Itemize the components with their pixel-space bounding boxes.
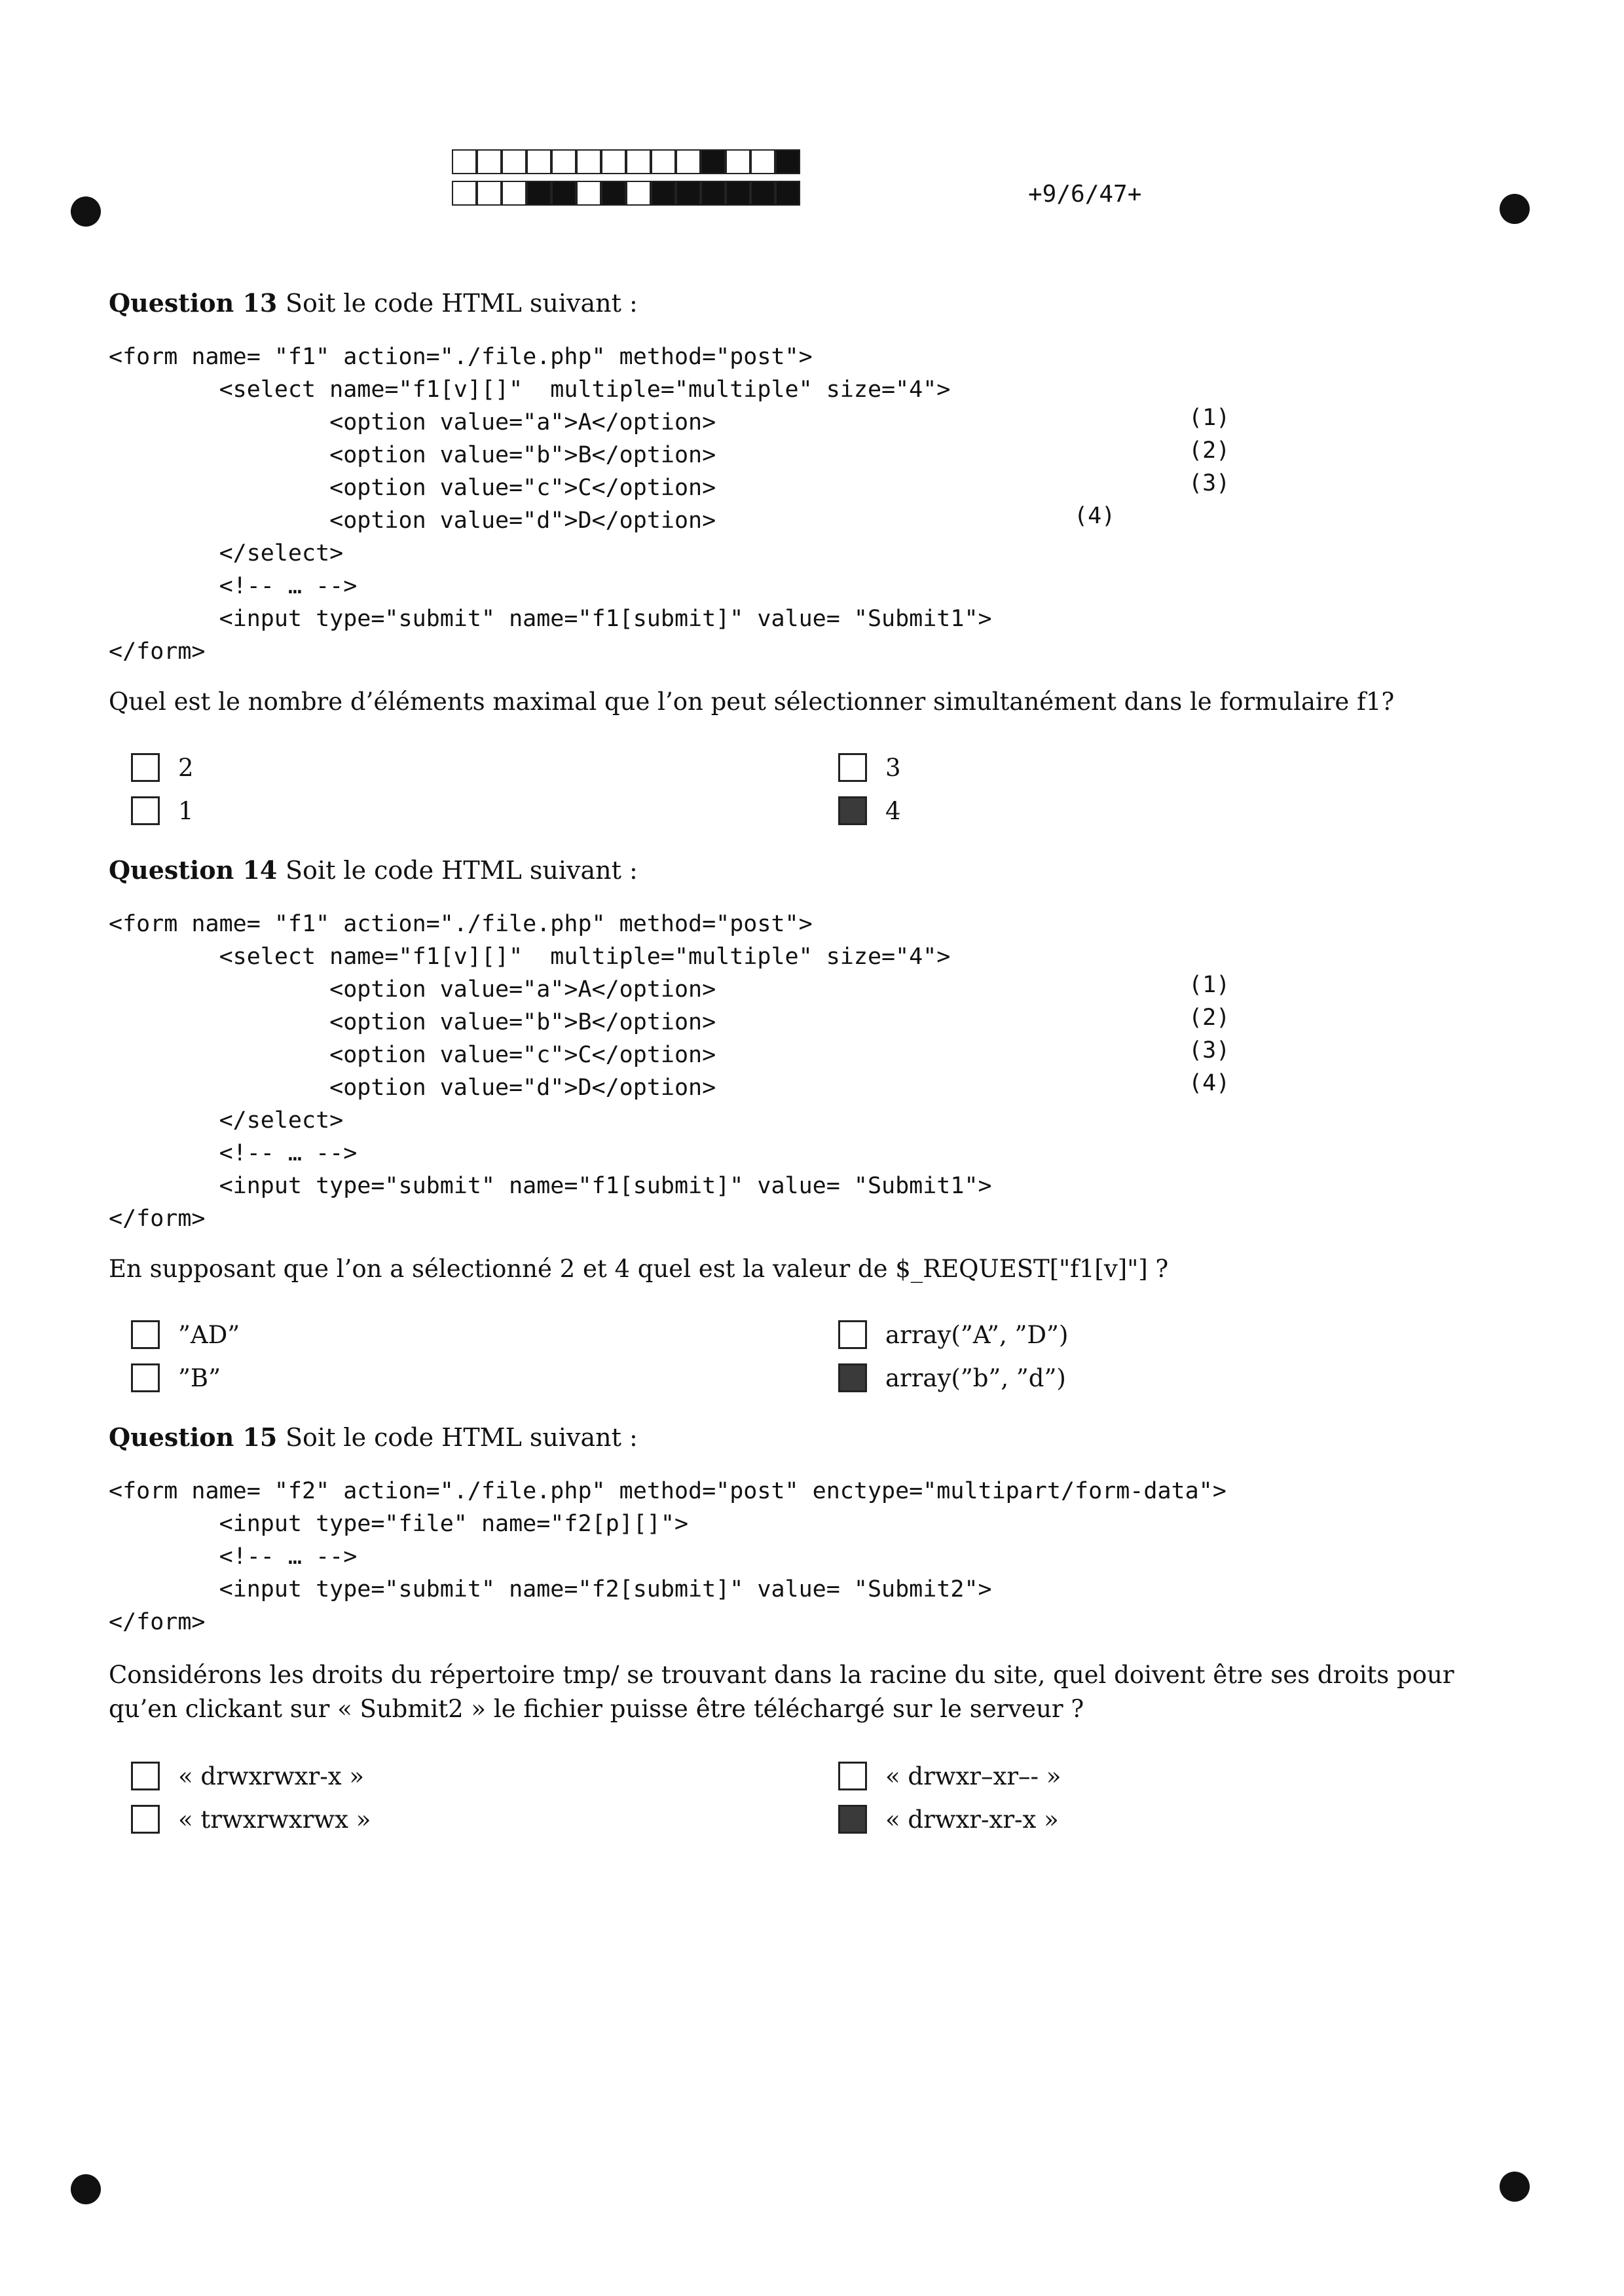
answer-label: « trwxrwxrwx » [178,1805,371,1834]
checkbox[interactable] [131,1363,160,1392]
code-line: <input type="file" name="f2[p][]"> [109,1511,689,1537]
barcode-cell [626,181,651,206]
question-15-text: Considérons les droits du répertoire tmp/ se trouvant dans la racine du site, quel doivent être ses droits pour qu’en clickant sur « Submit2 » le fichier puisse être téléchargé sur le serveur ? [109,1661,1454,1723]
barcode-cell [626,149,651,174]
barcode-cell [750,181,775,206]
barcode-cell [576,149,601,174]
answer-label: 1 [178,796,194,825]
code-line: <input type="submit" name="f1[submit]" value= "Submit1"> [109,1173,992,1199]
checkbox-checked[interactable] [838,1363,867,1392]
answer-label: 3 [885,753,901,782]
option-number: (4) [1074,503,1116,529]
barcode-cell [452,181,477,206]
barcode-cell [726,149,750,174]
code-line: <form name= "f1" action="./file.php" method="post"> [109,344,813,370]
code-line: <option value="d">D</option> [109,1075,716,1101]
registration-mark-top-left [71,196,101,227]
code-line: <option value="b">B</option> [109,1009,716,1035]
code-line: </select> [109,540,344,566]
barcode-cell [601,149,626,174]
option-number: (2) [1189,437,1230,464]
answer-15-c[interactable] [131,1805,371,1834]
question-intro: Soit le code HTML suivant : [286,289,638,318]
checkbox[interactable] [131,796,160,825]
question-intro: Soit le code HTML suivant : [286,856,638,885]
barcode-cell [576,181,601,206]
code-line: <select name="f1[v][]" multiple="multiple" size="4"> [109,377,951,403]
checkbox[interactable] [131,1805,160,1834]
barcode-cell [726,181,750,206]
answer-14-d[interactable] [838,1363,1066,1392]
question-14-text: En supposant que l’on a sélectionné 2 et 4 quel est la valeur de $_REQUEST["f1[v]"] ? [109,1255,1169,1283]
barcode-cell [551,181,576,206]
barcode-cell [775,149,800,174]
answer-14-c[interactable] [131,1363,221,1392]
barcode-cell [452,149,477,174]
code-block-15 [109,1475,1227,1639]
checkbox[interactable] [838,1320,867,1349]
answer-label: ”AD” [178,1320,240,1349]
barcode-row-1 [452,149,800,176]
barcode-row-2 [452,181,800,207]
code-line: </form> [109,639,206,665]
code-line: <option value="c">C</option> [109,1042,716,1068]
question-14-heading [109,855,638,885]
registration-mark-top-right [1500,194,1530,224]
question-13-text: Quel est le nombre d’éléments maximal que l’on peut sélectionner simultanément dans le formulaire f1? [109,688,1395,716]
code-block-13 [109,341,992,668]
option-number: (1) [1189,405,1230,431]
code-line: <option value="b">B</option> [109,442,716,468]
code-line: <select name="f1[v][]" multiple="multiple" size="4"> [109,944,951,970]
answer-label: 2 [178,753,194,782]
question-label: Question 13 [109,288,278,318]
code-line: <option value="d">D</option> [109,508,716,534]
code-line: <!-- … --> [109,1544,358,1570]
answer-label: array(”b”, ”d”) [885,1363,1066,1392]
answer-label: array(”A”, ”D”) [885,1320,1069,1349]
registration-mark-bottom-left [71,2174,101,2204]
question-label: Question 14 [109,855,278,885]
answer-15-a[interactable] [131,1762,364,1790]
answer-label: 4 [885,796,901,825]
barcode-cell [502,181,526,206]
code-line: <form name= "f1" action="./file.php" method="post"> [109,911,813,937]
barcode-cell [701,149,726,174]
code-line: <option value="a">A</option> [109,409,716,435]
code-line: <form name= "f2" action="./file.php" method="post" enctype="multipart/form-data"> [109,1478,1227,1504]
code-line: <input type="submit" name="f2[submit]" value= "Submit2"> [109,1576,992,1602]
answer-14-b[interactable] [838,1320,1068,1349]
option-number: (2) [1189,1005,1230,1031]
checkbox[interactable] [131,1762,160,1790]
checkbox[interactable] [838,1762,867,1790]
option-number: (4) [1189,1070,1230,1096]
page-id: +9/6/47+ [1028,181,1142,208]
checkbox-checked[interactable] [838,1805,867,1834]
answer-label: « drwxr-xr-x » [885,1805,1059,1834]
registration-mark-bottom-right [1500,2172,1530,2202]
barcode-cell [701,181,726,206]
answer-label: « drwxrwxr-x » [178,1762,364,1790]
code-line: <option value="c">C</option> [109,475,716,501]
barcode-cell [477,149,502,174]
question-15-heading [109,1422,638,1452]
barcode-cell [750,149,775,174]
checkbox[interactable] [131,1320,160,1349]
code-line: <!-- … --> [109,573,358,599]
code-line: </select> [109,1107,344,1134]
code-line: </form> [109,1609,206,1635]
answer-label: « drwxr–xr–- » [885,1762,1061,1790]
barcode-cell [775,181,800,206]
option-number: (1) [1189,972,1230,998]
question-label: Question 15 [109,1422,278,1452]
barcode-cell [676,181,701,206]
option-number: (3) [1189,1037,1230,1064]
answer-15-d[interactable] [838,1805,1059,1834]
code-line: <option value="a">A</option> [109,976,716,1003]
question-13-heading [109,288,638,318]
answer-15-b[interactable] [838,1762,1061,1790]
code-line: <!-- … --> [109,1140,358,1166]
answer-13-b[interactable] [838,753,901,782]
barcode-cell [651,149,676,174]
barcode-cell [601,181,626,206]
barcode-cell [551,149,576,174]
barcode-cell [526,181,551,206]
barcode-cell [526,149,551,174]
answer-label: ”B” [178,1363,221,1392]
option-number: (3) [1189,470,1230,496]
checkbox-checked[interactable] [838,796,867,825]
code-block-14 [109,908,992,1235]
barcode-cell [676,149,701,174]
barcode-cell [651,181,676,206]
checkbox[interactable] [838,753,867,782]
code-line: <input type="submit" name="f1[submit]" value= "Submit1"> [109,606,992,632]
answer-14-a[interactable] [131,1320,240,1349]
answer-13-a[interactable] [131,753,194,782]
question-intro: Soit le code HTML suivant : [286,1423,638,1452]
answer-13-d[interactable] [838,796,901,825]
answer-13-c[interactable] [131,796,194,825]
barcode-cell [502,149,526,174]
barcode-cell [477,181,502,206]
checkbox[interactable] [131,753,160,782]
code-line: </form> [109,1206,206,1232]
